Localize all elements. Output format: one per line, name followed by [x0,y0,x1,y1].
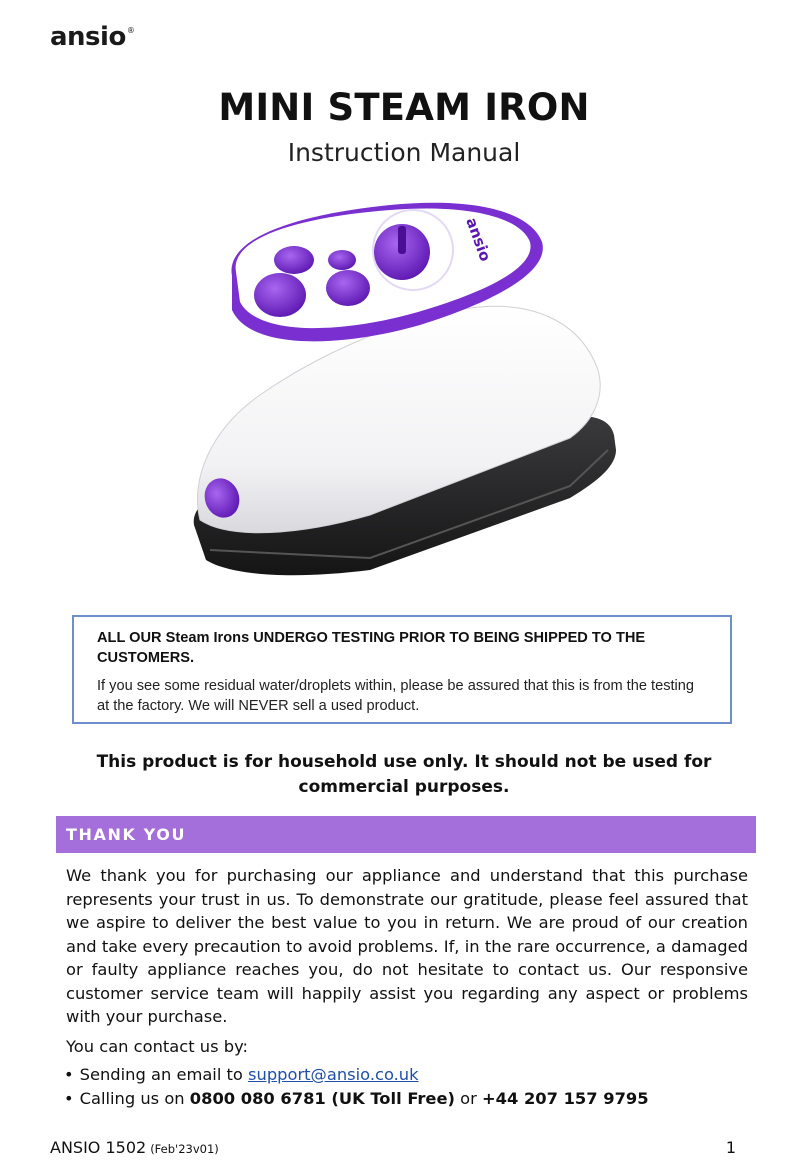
notice-body: If you see some residual water/droplets within, please be assured that this is from the testing at the factory. We will NEVER sell a used product. [97,678,695,714]
brand-logo [50,22,134,52]
steam-iron-illustration [170,180,630,585]
document-version: (Feb'23v01) [150,1142,219,1156]
thank-you-paragraph: We thank you for purchasing our appliance and understand that this purchase represents your trust in us. To demonstrate our gratitude, please feel assured that we aspire to deliver the best value to you in return. We are proud of our creation and take every precaution to avoid problems. If, in the rare occurrence, a damaged or faulty appliance reaches you, do not hesitate to contact us. Our responsive customer service team will happily assist you regarding any aspect or problems with your purchase. [66,866,748,1026]
model-number: ANSIO 1502 [50,1138,147,1157]
contact-list [64,1063,649,1111]
contact-intro: You can contact us by: [66,1037,249,1056]
page-subtitle: Instruction Manual [287,138,521,167]
footer-model [50,1138,219,1157]
phone-or: or [454,1089,482,1108]
logo-text: ansio [50,22,126,52]
registered-mark: ® [126,26,135,35]
household-use-notice: This product is for household use only. It should not be used for commercial purposes. [96,752,712,797]
contact-email-item [64,1063,649,1087]
page-title: MINI STEAM IRON [218,86,590,129]
product-brand-text: ansio [462,215,495,264]
intl-phone-number: +44 207 157 9795 [481,1089,649,1108]
section-header-thank-you [56,816,756,853]
section-title: THANK YOU [66,825,187,844]
email-prefix: Sending an email to [79,1065,249,1084]
phone-prefix: Calling us on [79,1089,190,1108]
uk-phone-number: 0800 080 6781 (UK Toll Free) [189,1089,455,1108]
contact-phone-item [64,1087,649,1111]
testing-notice-box [72,615,732,724]
page-number: 1 [725,1138,736,1157]
support-email-link[interactable]: support@ansio.co.uk [248,1065,419,1084]
notice-heading: ALL OUR Steam Irons UNDERGO TESTING PRIOR TO BEING SHIPPED TO THE CUSTOMERS. [97,630,646,666]
